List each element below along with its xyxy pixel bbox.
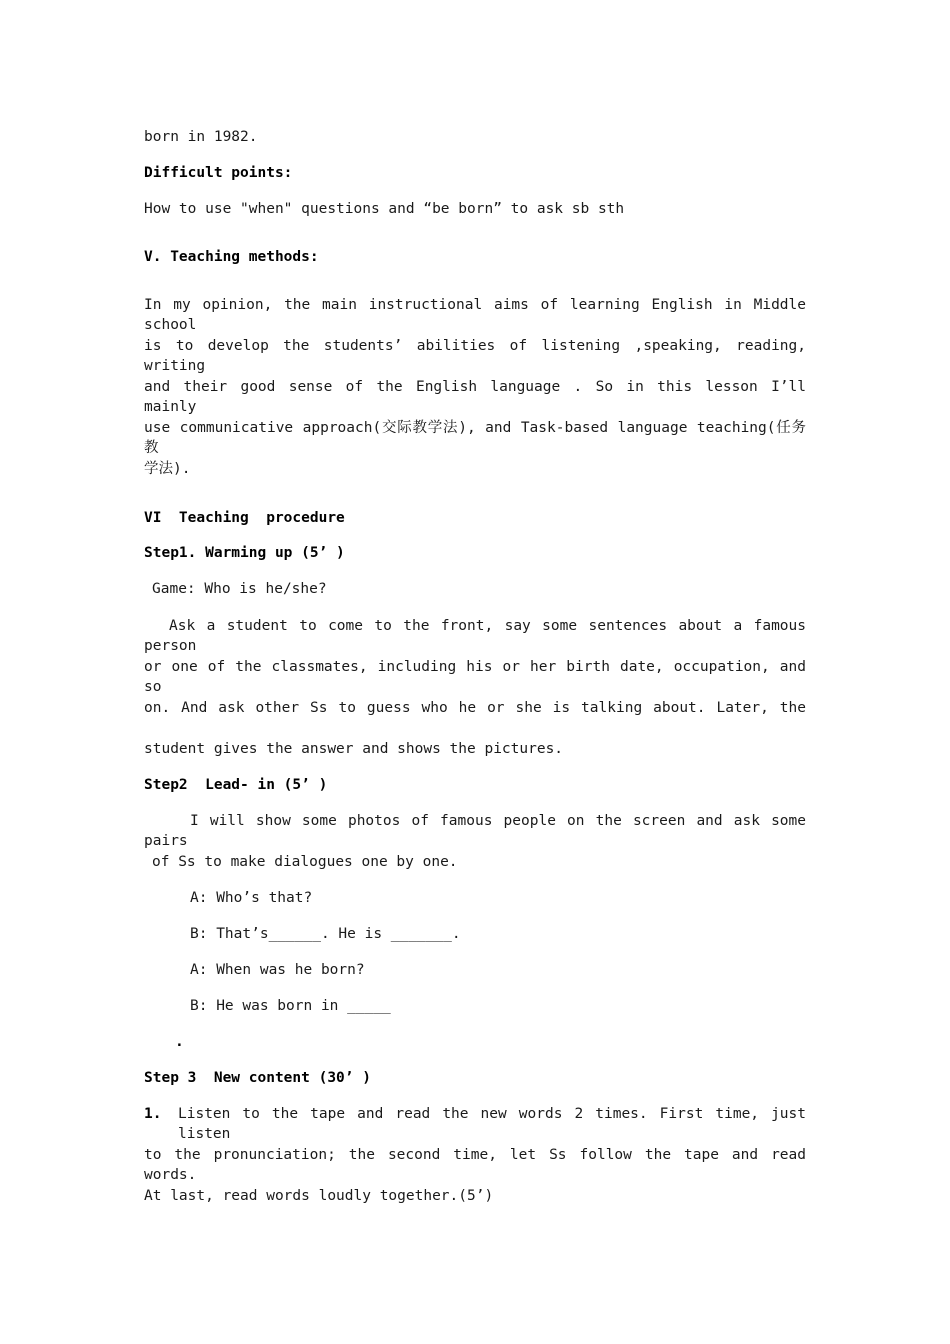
step1-heading: Step1. Warming up (5’ ) [144, 545, 345, 561]
step3-line: to the pronunciation; the second time, let Ss follow the tape and read words. [144, 1147, 806, 1183]
teaching-methods-heading: V. Teaching methods: [144, 249, 319, 265]
step2-line: I will show some photos of famous people on the screen and ask some pairs [144, 813, 806, 849]
teaching-methods-line: In my opinion, the main instructional aims of learning English in Middle school [144, 297, 806, 333]
dialogue-line: A: Who’s that? [190, 890, 313, 906]
teaching-methods-line: use communicative approach(交际教学法), and Task-based language teaching(任务教 [144, 420, 806, 456]
step1-line: student gives the answer and shows the pictures. [144, 741, 564, 757]
step2-line: of Ss to make dialogues one by one. [152, 854, 458, 870]
difficult-points-heading: Difficult points: [144, 165, 293, 181]
step3-line: At last, read words loudly together.(5’) [144, 1188, 494, 1204]
step2-heading: Step2 Lead- in (5’ ) [144, 777, 328, 793]
step3-heading: Step 3 New content (30’ ) [144, 1070, 371, 1086]
teaching-methods-line: 学法). [144, 461, 191, 477]
step1-line: or one of the classmates, including his or her birth date, occupation, and so [144, 659, 806, 695]
teaching-methods-line: and their good sense of the English language . So in this lesson I’ll mainly [144, 379, 806, 415]
step3-line: Listen to the tape and read the new words 2 times. First time, just listen [178, 1106, 806, 1142]
procedure-heading: VI Teaching procedure [144, 510, 345, 526]
dialogue-line: B: He was born in _____ [190, 998, 391, 1014]
teaching-methods-line: is to develop the students’ abilities of listening ,speaking, reading, writing [144, 338, 806, 374]
difficult-points-text: How to use "when" questions and “be born” to ask sb sth [144, 201, 625, 217]
step1-game: Game: Who is he/she? [152, 581, 327, 597]
dialogue-line: A: When was he born? [190, 962, 365, 978]
dialogue-line: B: That’s______. He is _______. [190, 926, 461, 942]
continuation-text: born in 1982. [144, 129, 258, 145]
step3-item-number: 1. [144, 1106, 162, 1122]
stray-period: . [175, 1034, 184, 1050]
step1-line: Ask a student to come to the front, say some sentences about a famous person [144, 618, 806, 654]
step1-line: on. And ask other Ss to guess who he or she is talking about. Later, the [144, 700, 806, 716]
